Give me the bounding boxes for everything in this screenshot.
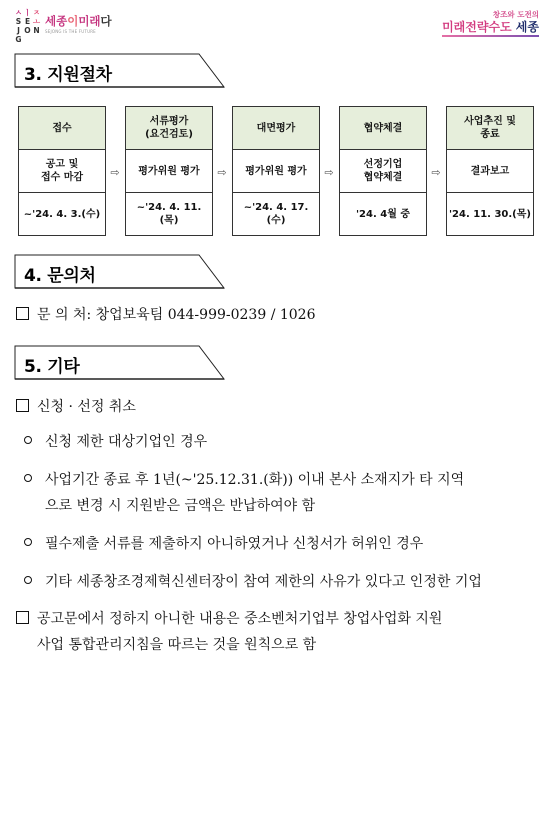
step-header: 협약체결 [339,106,427,150]
contact-line: 문 의 처: 창업보육팀 044-999-0239 / 1026 [16,305,316,325]
etc-item-cancellation: 신청 · 선정 취소 [16,397,136,417]
logo-wordmark: 세종이미래다 SEJONG IS THE FUTURE [45,14,112,34]
flow-arrow-icon: ⇨ [110,166,120,179]
flow-arrow-icon: ⇨ [431,166,441,179]
etc-subitem: 신청 제한 대상기업인 경우 [24,432,207,452]
logo-title: 미래전략수도 세종 [442,20,539,34]
sejong-city-logo [14,8,112,44]
procedure-flow [18,106,534,236]
flow-step-execution [446,106,534,236]
step-header: 접수 [18,106,106,150]
etc-subitem: 기타 세종창조경제혁신센터장이 참여 제한의 사유가 있다고 인정한 기업 [24,572,482,592]
flow-step-interview [232,106,320,236]
step-date: ~'24. 4. 3.(수) [18,193,106,236]
step-date: '24. 4월 중 [339,193,427,236]
logo-underline [442,35,539,37]
step-body: 선정기업 협약체결 [339,150,427,193]
square-bullet-icon [16,307,29,320]
circle-bullet-icon [24,576,32,584]
step-body: 평가위원 평가 [232,150,320,193]
step-date: '24. 11. 30.(목) [446,193,534,236]
step-header: 사업추진 및 종료 [446,106,534,150]
step-date: ~'24. 4. 11.(목) [125,193,213,236]
flow-arrow-icon: ⇨ [217,166,227,179]
etc-subitem: 필수제출 서류를 제출하지 아니하였거나 신청서가 허위인 경우 [24,534,423,554]
section-title: 3. 지원절차 [24,65,112,85]
logo-slogan: SEJONG IS THE FUTURE [45,29,96,34]
circle-bullet-icon [24,474,32,482]
section-title: 4. 문의처 [24,266,96,286]
flow-arrow-icon: ⇨ [324,166,334,179]
square-bullet-icon [16,399,29,412]
section-title: 5. 기타 [24,357,80,377]
circle-bullet-icon [24,538,32,546]
section-heading-etc [14,345,226,381]
section-heading-procedure [14,53,226,89]
step-date: ~'24. 4. 17.(수) [232,193,320,236]
etc-subitem-continuation: 으로 변경 시 지원받은 금액은 반납하여야 함 [45,498,316,514]
flow-step-receipt [18,106,106,236]
flow-step-agreement [339,106,427,236]
step-body: 평가위원 평가 [125,150,213,193]
logo-tagline: 창조와 도전의 [492,10,539,19]
future-strategy-capital-logo [442,10,539,37]
step-header: 서류평가 (요건검토) [125,106,213,150]
step-header: 대면평가 [232,106,320,150]
square-bullet-icon [16,611,29,624]
section-heading-contact [14,254,226,290]
etc-item-continuation: 사업 통합관리지침을 따르는 것을 원칙으로 함 [37,637,317,653]
logo-letter-grid: ㅅ ㅣ ㅈ S E ㅗ J O N G [14,8,41,44]
step-body: 결과보고 [446,150,534,193]
step-body: 공고 및 접수 마감 [18,150,106,193]
circle-bullet-icon [24,436,32,444]
flow-step-document-review [125,106,213,236]
etc-item-guideline: 공고문에서 정하지 아니한 내용은 중소벤처기업부 창업사업화 지원 [16,609,442,629]
etc-subitem: 사업기간 종료 후 1년(~'25.12.31.(화)) 이내 본사 소재지가 타 지역 [24,470,464,490]
